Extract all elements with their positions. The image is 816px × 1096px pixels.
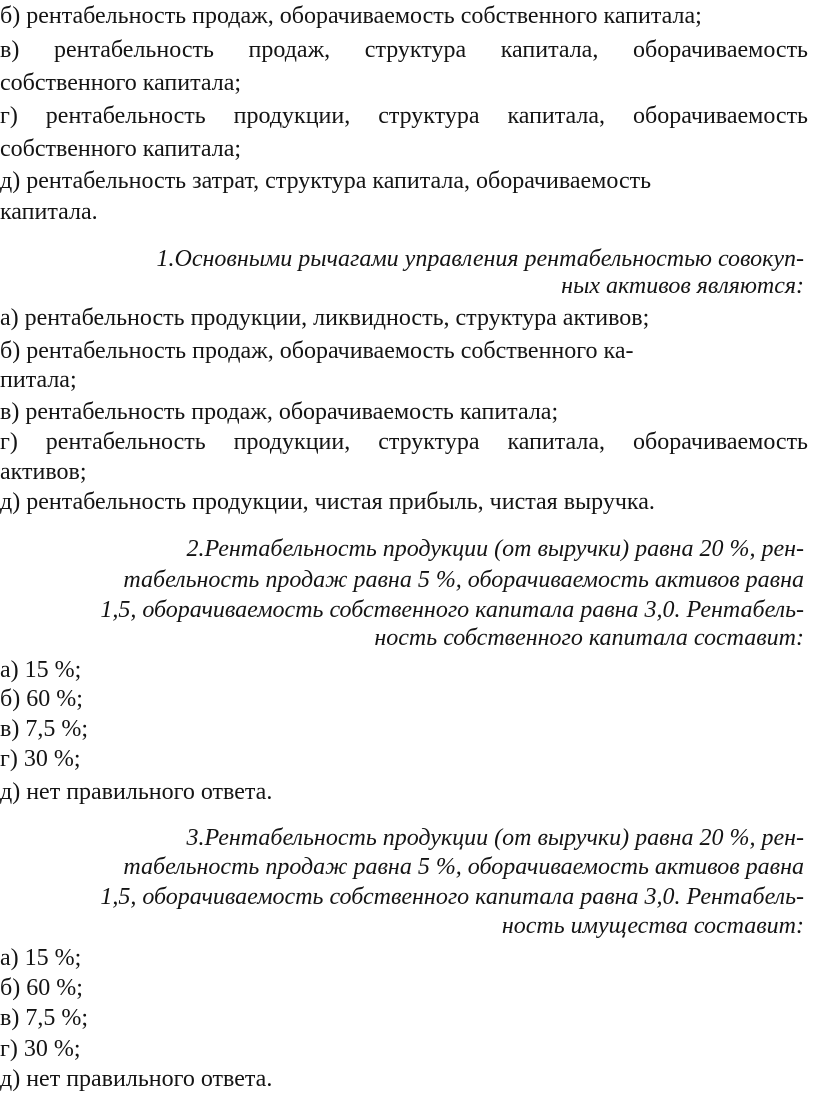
option-line: питала;	[0, 367, 77, 393]
option-line: б) 60 %;	[0, 975, 83, 1001]
option-line: б) 60 %;	[0, 686, 83, 712]
question-3-number: 3.	[186, 825, 205, 851]
option-line: д) нет правильного ответа.	[0, 779, 273, 805]
question-2-line: табельность продаж равна 5 %, оборачиваемость активов равна	[123, 567, 804, 593]
option-line: в) 7,5 %;	[0, 716, 88, 742]
question-1-line: ных активов являются:	[561, 273, 804, 299]
option-line: а) 15 %;	[0, 945, 82, 971]
question-3-text: Рентабельность продукции (от выручки) равна 20 %, рен-	[204, 825, 804, 851]
option-line: в) рентабельность продаж, структура капитала, оборачиваемость	[0, 37, 808, 63]
option-line: в) рентабельность продаж, оборачиваемость капитала;	[0, 399, 559, 425]
question-3-line: табельность продаж равна 5 %, оборачиваемость активов равна	[123, 854, 804, 880]
option-line: г) 30 %;	[0, 746, 81, 772]
question-3-line: ность имущества составит:	[501, 913, 804, 939]
option-line: собственного капитала;	[0, 136, 242, 162]
option-line: г) рентабельность продукции, структура капитала, оборачиваемость	[0, 429, 808, 455]
option-line: д) нет правильного ответа.	[0, 1066, 273, 1092]
option-line: б) рентабельность продаж, оборачиваемость собственного капитала;	[0, 3, 702, 29]
option-line: д) рентабельность затрат, структура капитала, оборачиваемость	[0, 168, 652, 194]
question-2-line: 1,5, оборачиваемость собственного капитала равна 3,0. Рентабель-	[100, 597, 804, 623]
option-line: собственного капитала;	[0, 70, 242, 96]
question-1-text: Основными рычагами управления рентабельностью совокуп-	[174, 246, 804, 272]
option-line: а) 15 %;	[0, 657, 82, 683]
option-line: а) рентабельность продукции, ликвидность, структура активов;	[0, 305, 650, 331]
question-2-text: Рентабельность продукции (от выручки) равна 20 %, рен-	[204, 536, 804, 562]
option-line: д) рентабельность продукции, чистая прибыль, чистая выручка.	[0, 489, 655, 515]
option-line: в) 7,5 %;	[0, 1005, 88, 1031]
question-2-number: 2.	[186, 536, 205, 562]
option-line: г) 30 %;	[0, 1036, 81, 1062]
question-2-line	[164, 533, 804, 565]
question-3-line: 1,5, оборачиваемость собственного капитала равна 3,0. Рентабель-	[100, 884, 804, 910]
question-3-line	[164, 822, 804, 854]
option-line: б) рентабельность продаж, оборачиваемость собственного ка-	[0, 338, 634, 364]
question-2-line: ность собственного капитала составит:	[374, 625, 804, 651]
option-line: активов;	[0, 459, 87, 485]
option-line: капитала.	[0, 199, 98, 225]
question-1-number: 1.	[156, 246, 175, 272]
option-line: г) рентабельность продукции, структура капитала, оборачиваемость	[0, 103, 808, 129]
